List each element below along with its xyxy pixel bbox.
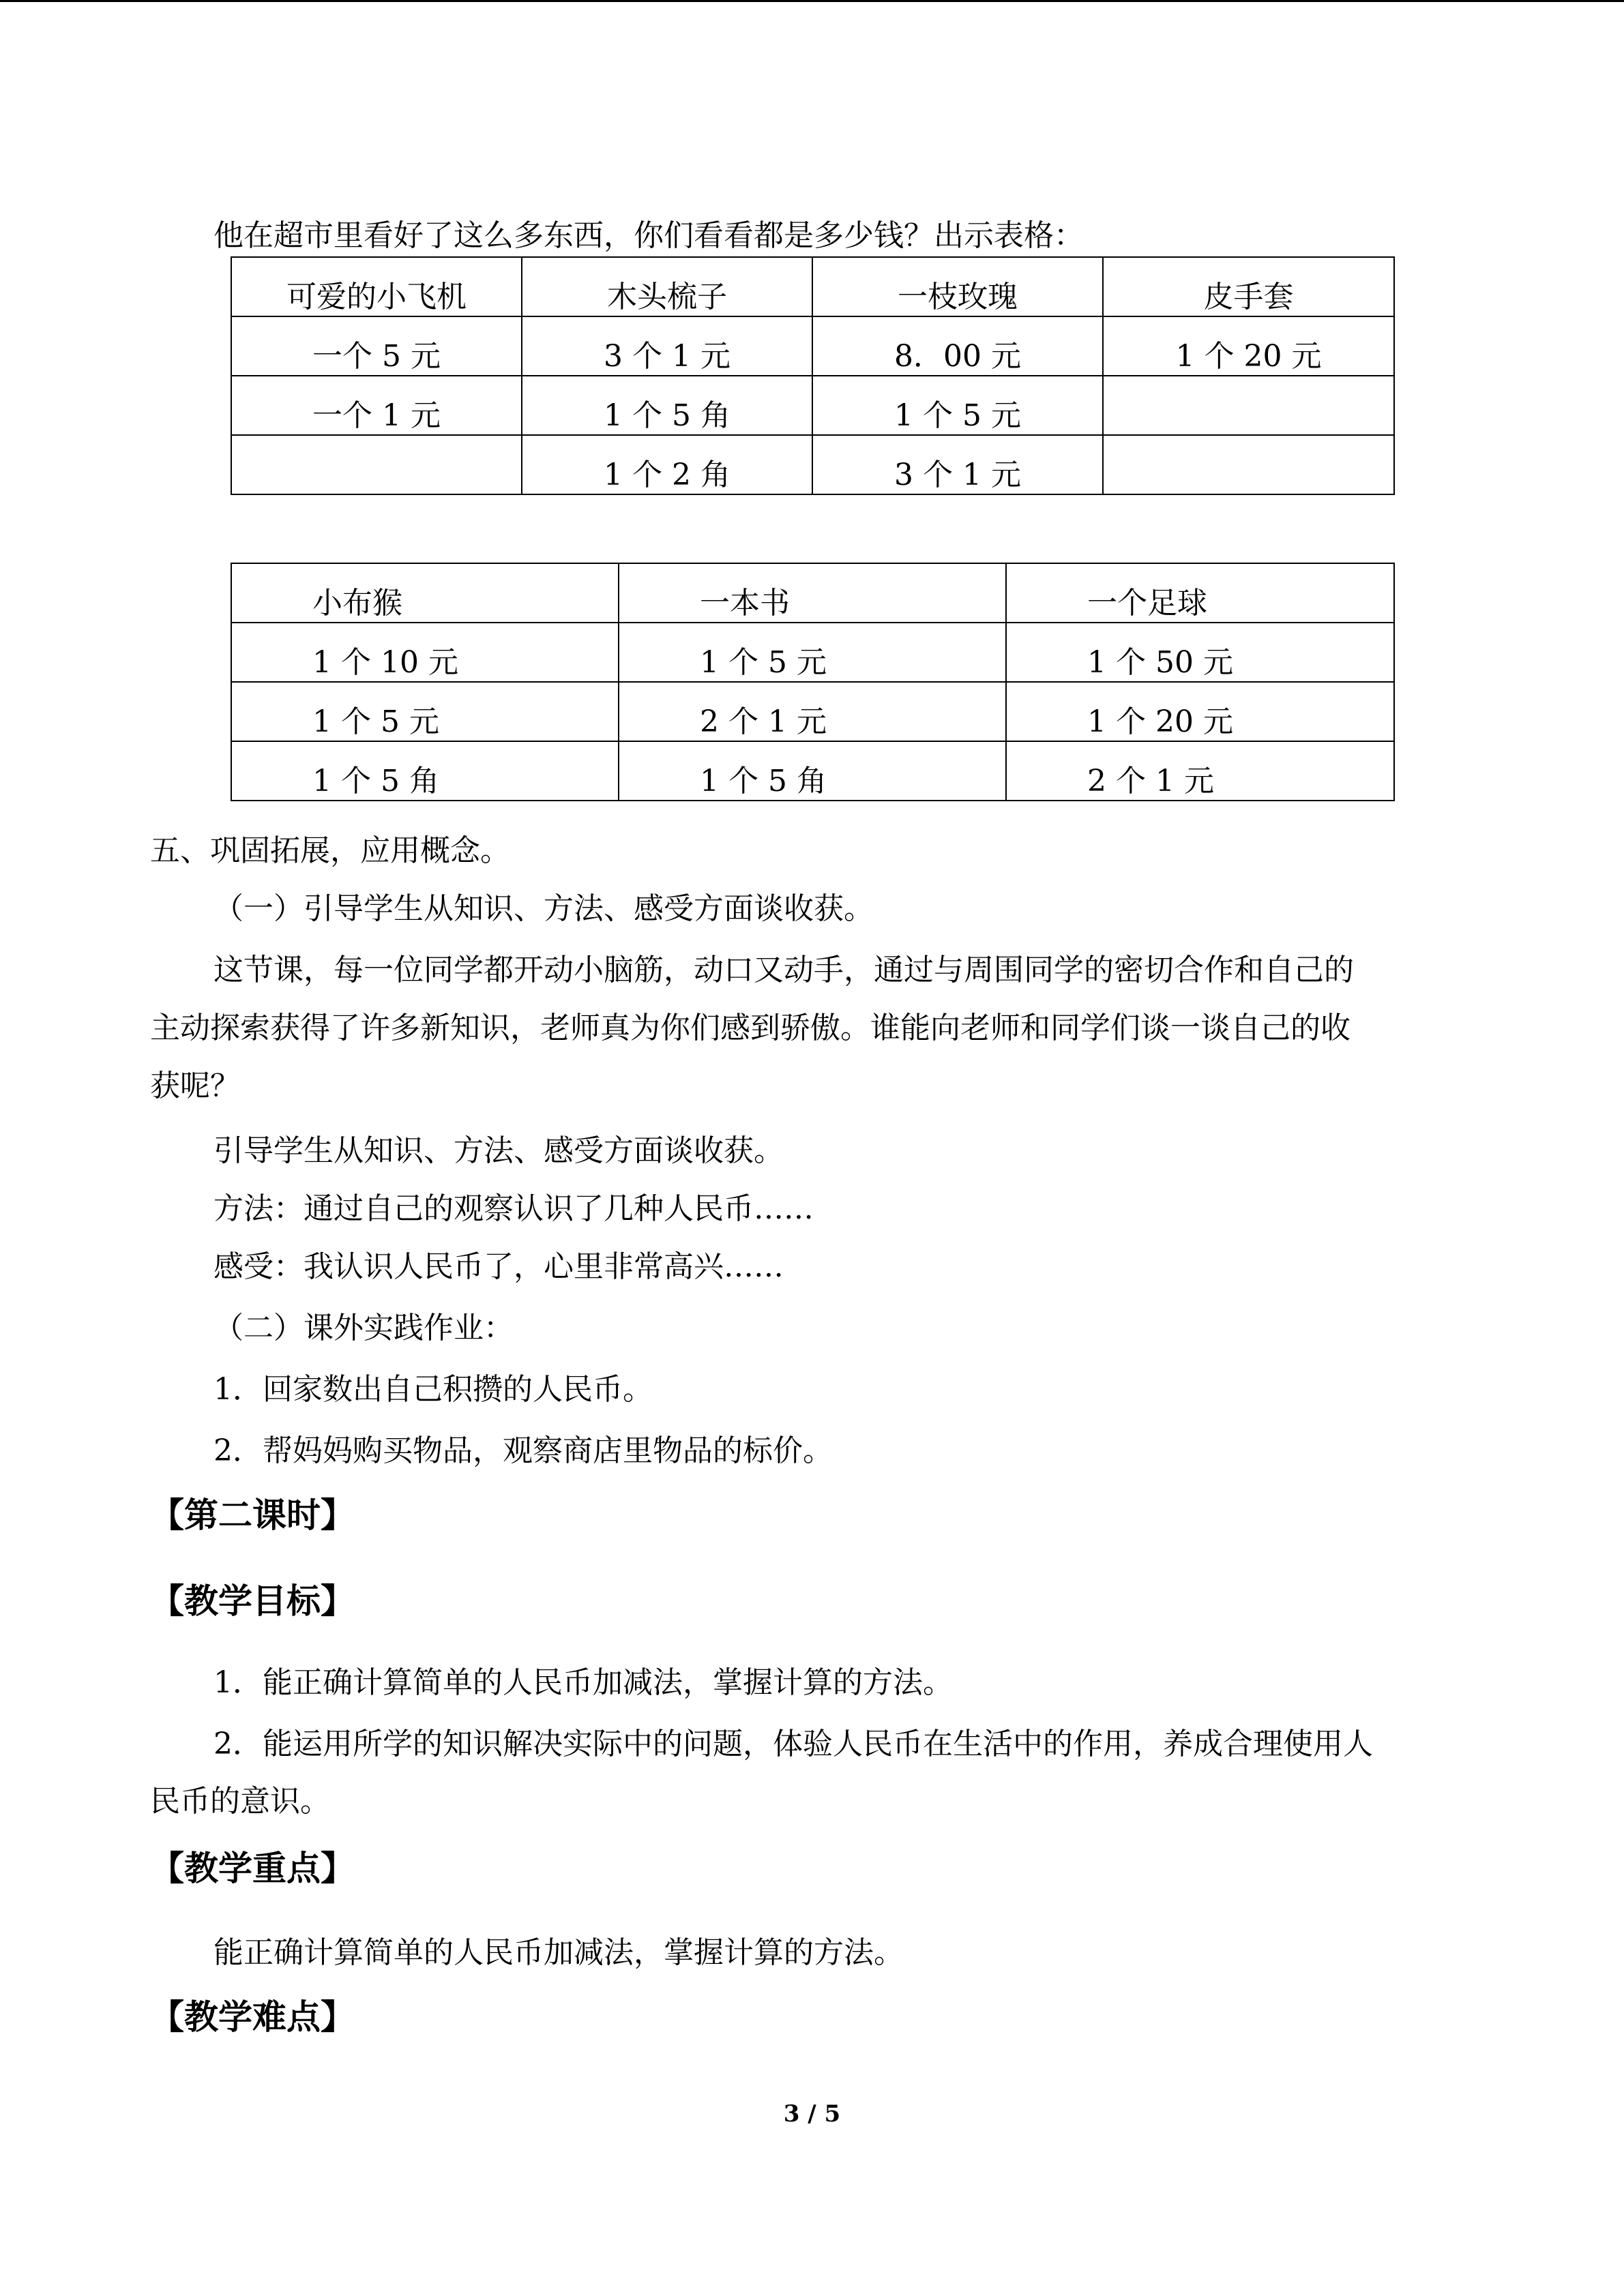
- table2-header-row: [231, 563, 1394, 623]
- table1-cell: 1 个 20 元: [1103, 316, 1394, 376]
- price-table-1: [231, 256, 1395, 495]
- key-points-text: 能正确计算简单的人民币加减法，掌握计算的方法。: [213, 1935, 904, 1970]
- table1-cell: 一个 1 元: [231, 376, 522, 435]
- homework-item-2: 2．帮妈妈购买物品，观察商店里物品的标价。: [213, 1433, 833, 1468]
- table2-row: [231, 741, 1394, 801]
- table1-header-cell: 可爱的小飞机: [231, 257, 522, 316]
- table2-cell: 2 个 1 元: [1006, 741, 1394, 801]
- table1-cell: 3 个 1 元: [522, 316, 812, 376]
- table1-cell: 1 个 5 角: [522, 376, 812, 435]
- intro-line: 他在超市里看好了这么多东西，你们看看都是多少钱？出示表格：: [213, 218, 1084, 253]
- table2-header-cell: 小布猴: [231, 563, 619, 623]
- table2-row: [231, 682, 1394, 741]
- table1-row: [231, 376, 1394, 435]
- subsection-one-title: （一）引导学生从知识、方法、感受方面谈收获。: [213, 891, 874, 926]
- lesson-two-title: 【第二课时】: [150, 1495, 355, 1535]
- table2-header-cell: 一本书: [619, 563, 1006, 623]
- paragraph-line-1: 这节课，每一位同学都开动小脑筋，动口又动手，通过与周围同学的密切合作和自己的: [213, 953, 1354, 987]
- paragraph-line-2: 主动探索获得了许多新知识，老师真为你们感到骄傲。谁能向老师和同学们谈一谈自己的收: [150, 1011, 1350, 1045]
- section-five-title: 五、巩固拓展，应用概念。: [150, 833, 510, 868]
- table1-header-row: [231, 257, 1394, 316]
- table1-row: [231, 435, 1394, 494]
- goals-title: 【教学目标】: [150, 1581, 355, 1621]
- table1-cell: 一个 5 元: [231, 316, 522, 376]
- homework-item-1: 1．回家数出自己积攒的人民币。: [213, 1372, 653, 1407]
- table1-header-cell: 一枝玫瑰: [812, 257, 1103, 316]
- table1-cell: [1103, 376, 1394, 435]
- table1-cell: 3 个 1 元: [812, 435, 1103, 494]
- table2-cell: 1 个 5 元: [231, 682, 619, 741]
- difficulty-title: 【教学难点】: [150, 1997, 355, 2037]
- goal-item-2-line-2: 民币的意识。: [150, 1784, 330, 1819]
- top-border: [0, 0, 1624, 2]
- table1-cell: 1 个 2 角: [522, 435, 812, 494]
- method-line: 方法：通过自己的观察认识了几种人民币……: [213, 1191, 814, 1226]
- table2-cell: 2 个 1 元: [619, 682, 1006, 741]
- paragraph-line-3: 获呢？: [150, 1069, 240, 1103]
- table2-cell: 1 个 50 元: [1006, 623, 1394, 682]
- table1-row: [231, 316, 1394, 376]
- table2-cell: 1 个 5 角: [231, 741, 619, 801]
- table2-header-cell: 一个足球: [1006, 563, 1394, 623]
- table2-cell: 1 个 5 角: [619, 741, 1006, 801]
- table1-cell: [231, 435, 522, 494]
- table1-cell: 8．00 元: [812, 316, 1103, 376]
- price-table-2: [231, 563, 1395, 801]
- table2-cell: 1 个 20 元: [1006, 682, 1394, 741]
- table2-cell: 1 个 10 元: [231, 623, 619, 682]
- table2-cell: 1 个 5 元: [619, 623, 1006, 682]
- table1-header-cell: 木头梳子: [522, 257, 812, 316]
- subsection-two-title: （二）课外实践作业：: [213, 1311, 514, 1345]
- table1-cell: [1103, 435, 1394, 494]
- table2-row: [231, 623, 1394, 682]
- goal-item-1: 1．能正确计算简单的人民币加减法，掌握计算的方法。: [213, 1665, 953, 1700]
- goal-item-2-line-1: 2．能运用所学的知识解决实际中的问题，体验人民币在生活中的作用，养成合理使用人: [213, 1727, 1373, 1761]
- guide-line: 引导学生从知识、方法、感受方面谈收获。: [213, 1133, 784, 1168]
- table1-header-cell: 皮手套: [1103, 257, 1394, 316]
- page-number: 3 / 5: [783, 2100, 841, 2128]
- table1-cell: 1 个 5 元: [812, 376, 1103, 435]
- feeling-line: 感受：我认识人民币了，心里非常高兴……: [213, 1249, 784, 1284]
- key-points-title: 【教学重点】: [150, 1849, 355, 1888]
